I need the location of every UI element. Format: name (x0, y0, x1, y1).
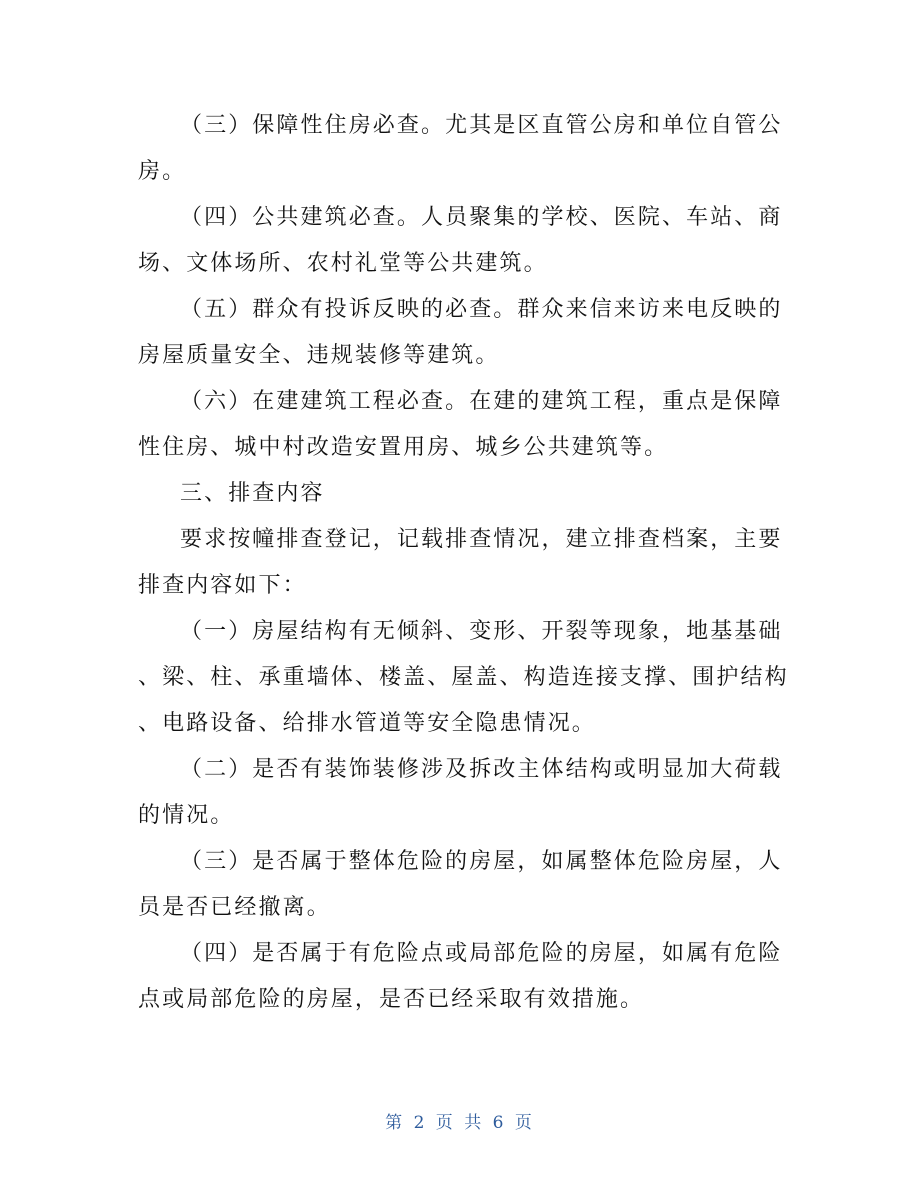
paragraph-line: （五）群众有投诉反映的必查。群众来信来访来电反映的 (180, 297, 783, 322)
paragraph-line: 员是否已经撤离。 (138, 895, 331, 920)
section-heading: 三、排查内容 (180, 481, 325, 506)
paragraph-line: （四）公共建筑必查。人员聚集的学校、医院、车站、商 (180, 205, 783, 230)
paragraph-line: 房。 (138, 159, 187, 184)
paragraph-line: 的情况。 (138, 803, 235, 828)
paragraph-line: 要求按幢排查登记，记载排查情况，建立排查档案，主要 (180, 527, 783, 552)
paragraph-line: 场、文体场所、农村礼堂等公共建筑。 (138, 251, 548, 276)
paragraph-line: 、梁、柱、承重墙体、楼盖、屋盖、构造连接支撑、围护结构 (138, 665, 789, 690)
paragraph-line: （六）在建建筑工程必查。在建的建筑工程，重点是保障 (180, 389, 783, 414)
paragraph-line: 性住房、城中村改造安置用房、城乡公共建筑等。 (138, 435, 669, 460)
paragraph-line: （三）是否属于整体危险的房屋，如属整体危险房屋，人 (180, 849, 783, 874)
paragraph-line: 排查内容如下： (138, 573, 307, 598)
paragraph-line: 、电路设备、给排水管道等安全隐患情况。 (138, 711, 596, 736)
paragraph-line: （三）保障性住房必查。尤其是区直管公房和单位自管公 (180, 113, 783, 138)
page-number-footer: 第 2 页 共 6 页 (385, 1113, 535, 1133)
paragraph-line: （二）是否有装饰装修涉及拆改主体结构或明显加大荷载 (180, 757, 783, 782)
paragraph-line: 房屋质量安全、违规装修等建筑。 (138, 343, 500, 368)
paragraph-line: 点或局部危险的房屋，是否已经采取有效措施。 (138, 987, 645, 1012)
paragraph-line: （四）是否属于有危险点或局部危险的房屋，如属有危险 (180, 941, 783, 966)
paragraph-line: （一）房屋结构有无倾斜、变形、开裂等现象，地基基础 (180, 619, 783, 644)
